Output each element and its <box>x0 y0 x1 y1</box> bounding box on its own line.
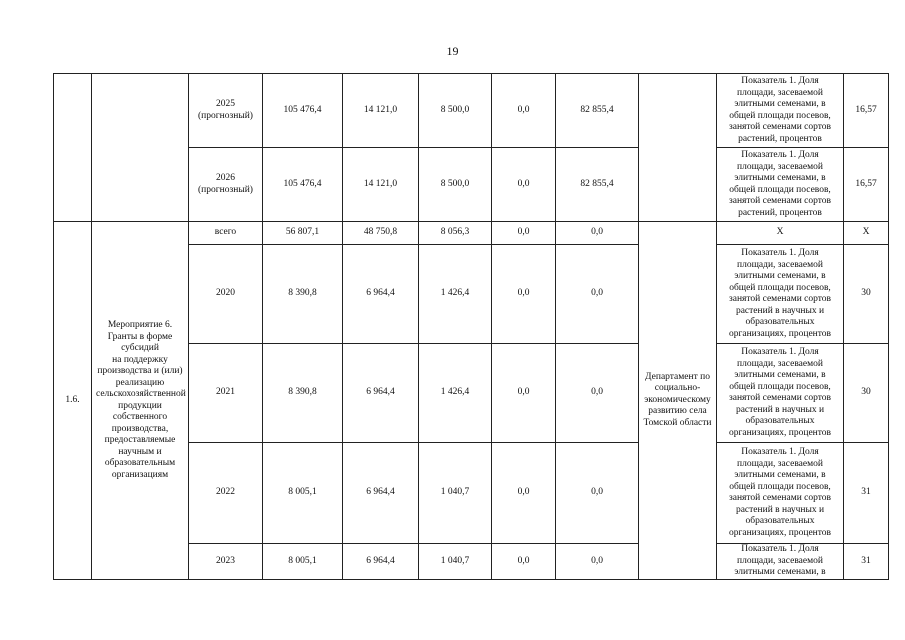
indicator-cell: Показатель 1. Доля площади, засеваемой элитными семенами, в общей площади посевов, занятой семенами сортов растений в научных и образовательных организациях, процентов <box>717 344 844 443</box>
extrabudget-cell: 0,0 <box>556 344 639 443</box>
year-cell: 2026 (прогнозный) <box>189 148 263 222</box>
federal-budget-cell: 6 964,4 <box>343 544 419 580</box>
total-cell: 56 807,1 <box>263 222 343 245</box>
year-cell: 2020 <box>189 245 263 344</box>
year-cell: всего <box>189 222 263 245</box>
indicator-cell: Показатель 1. Доля площади, засеваемой элитными семенами, в общей площади посевов, занятой семенами сортов растений в научных и образовательных организациях, процентов <box>717 443 844 544</box>
empty-number-cell <box>54 74 92 222</box>
total-cell: 105 476,4 <box>263 148 343 222</box>
federal-budget-cell: 6 964,4 <box>343 443 419 544</box>
total-cell: 8 390,8 <box>263 344 343 443</box>
local-budget-cell: 0,0 <box>492 222 556 245</box>
federal-budget-cell: 6 964,4 <box>343 344 419 443</box>
indicator-cell: Показатель 1. Доля площади, засеваемой элитными семенами, в общей площади посевов, занятой семенами сортов растений в научных и образовательных организациях, процентов <box>717 245 844 344</box>
federal-budget-cell: 14 121,0 <box>343 74 419 148</box>
extrabudget-cell: 0,0 <box>556 222 639 245</box>
regional-budget-cell: 1 040,7 <box>419 443 492 544</box>
regional-budget-cell: 8 500,0 <box>419 74 492 148</box>
executor-cell: Департамент по социально-экономическому развитию села Томской области <box>639 222 717 580</box>
federal-budget-cell: 6 964,4 <box>343 245 419 344</box>
regional-budget-cell: 8 500,0 <box>419 148 492 222</box>
indicator-cell: Х <box>717 222 844 245</box>
page-number: 19 <box>446 44 459 58</box>
extrabudget-cell: 0,0 <box>556 443 639 544</box>
federal-budget-cell: 14 121,0 <box>343 148 419 222</box>
year-cell: 2021 <box>189 344 263 443</box>
year-cell: 2023 <box>189 544 263 580</box>
local-budget-cell: 0,0 <box>492 544 556 580</box>
local-budget-cell: 0,0 <box>492 245 556 344</box>
measure-number: 1.6. <box>54 222 92 580</box>
regional-budget-cell: 1 040,7 <box>419 544 492 580</box>
total-cell: 8 005,1 <box>263 443 343 544</box>
indicator-value-cell: 31 <box>844 443 889 544</box>
federal-budget-cell: 48 750,8 <box>343 222 419 245</box>
indicator-value-cell: 30 <box>844 245 889 344</box>
program-table <box>53 73 889 580</box>
indicator-cell: Показатель 1. Доля площади, засеваемой элитными семенами, в <box>717 544 844 580</box>
empty-name-cell <box>92 74 189 222</box>
table-row <box>54 222 889 245</box>
total-cell: 105 476,4 <box>263 74 343 148</box>
indicator-value-cell: 16,57 <box>844 148 889 222</box>
regional-budget-cell: 8 056,3 <box>419 222 492 245</box>
extrabudget-cell: 82 855,4 <box>556 74 639 148</box>
local-budget-cell: 0,0 <box>492 74 556 148</box>
measure-name: Мероприятие 6. Гранты в форме субсидий на поддержку производства и (или) реализацию сельскохозяйственной продукции собственного производства, предоставляемые научным и образовательным организациям <box>92 222 189 580</box>
extrabudget-cell: 0,0 <box>556 544 639 580</box>
year-cell: 2022 <box>189 443 263 544</box>
table-row <box>54 74 889 148</box>
total-cell: 8 390,8 <box>263 245 343 344</box>
indicator-cell: Показатель 1. Доля площади, засеваемой элитными семенами, в общей площади посевов, занятой семенами сортов растений, процентов <box>717 148 844 222</box>
extrabudget-cell: 0,0 <box>556 245 639 344</box>
indicator-cell: Показатель 1. Доля площади, засеваемой элитными семенами, в общей площади посевов, занятой семенами сортов растений, процентов <box>717 74 844 148</box>
indicator-value-cell: 30 <box>844 344 889 443</box>
indicator-value-cell: Х <box>844 222 889 245</box>
local-budget-cell: 0,0 <box>492 344 556 443</box>
extrabudget-cell: 82 855,4 <box>556 148 639 222</box>
year-cell: 2025 (прогнозный) <box>189 74 263 148</box>
local-budget-cell: 0,0 <box>492 443 556 544</box>
indicator-value-cell: 31 <box>844 544 889 580</box>
regional-budget-cell: 1 426,4 <box>419 344 492 443</box>
indicator-value-cell: 16,57 <box>844 74 889 148</box>
total-cell: 8 005,1 <box>263 544 343 580</box>
regional-budget-cell: 1 426,4 <box>419 245 492 344</box>
empty-executor-cell <box>639 74 717 222</box>
local-budget-cell: 0,0 <box>492 148 556 222</box>
